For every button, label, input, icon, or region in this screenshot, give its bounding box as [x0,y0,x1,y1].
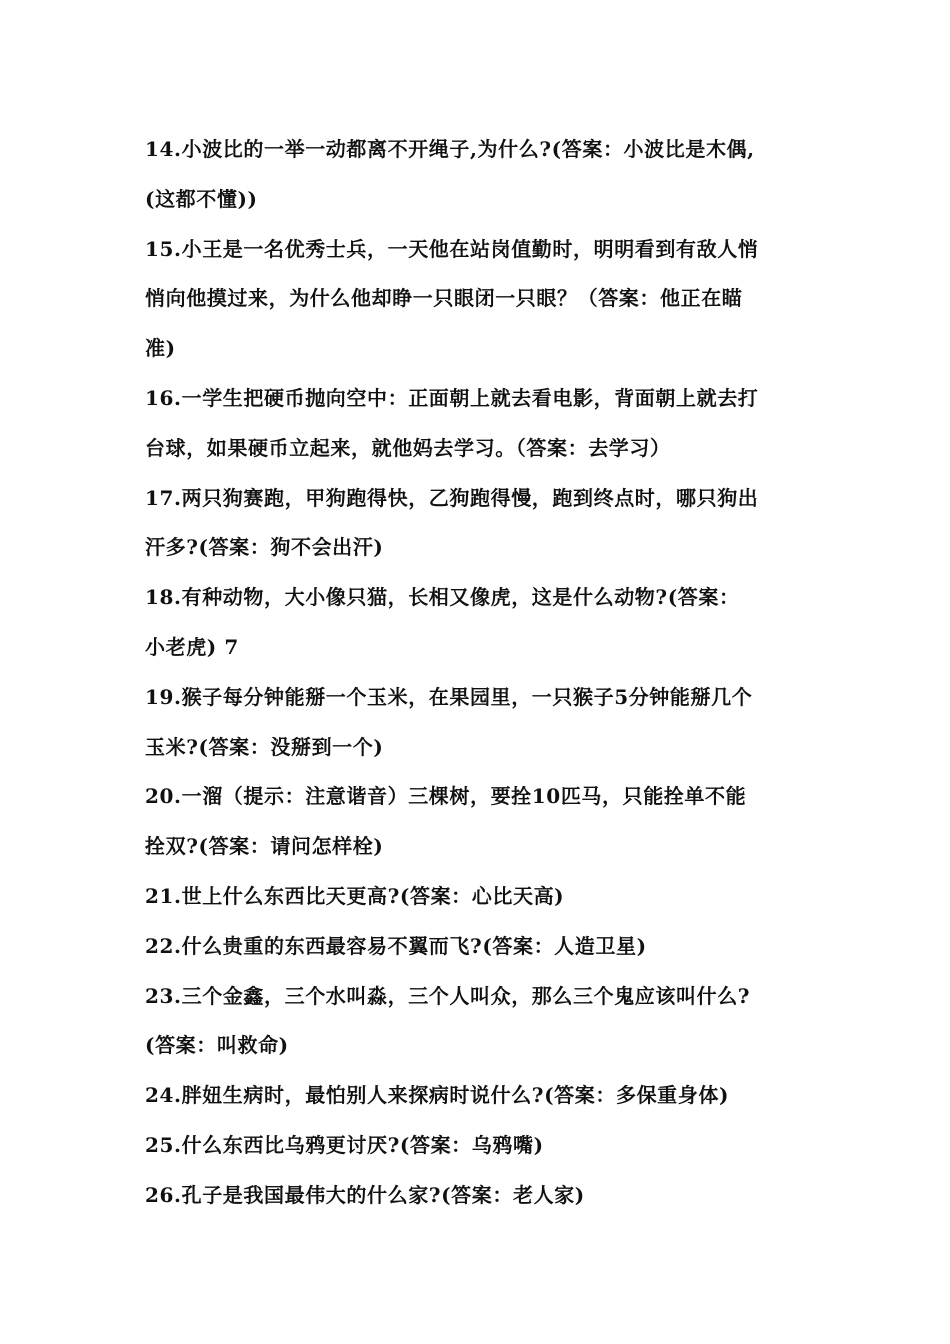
text-line: 18.有种动物，大小像只猫，长相又像虎，这是什么动物?(答案： [145,585,740,610]
text-line: 准) [145,336,176,361]
text-line: (这都不懂)) [145,186,258,211]
text-line: 26.孔子是我国最伟大的什么家?(答案：老人家) [145,1182,585,1207]
text-line: 19.猴子每分钟能掰一个玉米，在果园里，一只猴子5分钟能掰几个 [145,684,753,709]
text-line: 拴双?(答案：请问怎样栓) [145,834,384,859]
text-line: 22.什么贵重的东西最容易不翼而飞?(答案：人造卫星) [145,933,647,958]
text-line: 20.一溜（提示：注意谐音）三棵树，要拴10匹马，只能拴单不能 [145,784,747,809]
text-line: 21.世上什么东西比天更高?(答案：心比天高) [145,883,565,908]
text-line: 小老虎) 7 [145,634,239,659]
text-line: 汗多?(答案：狗不会出汗) [145,535,384,560]
text-line: 14.小波比的一举一动都离不开绳子,为什么?(答案：小波比是木偶, [145,137,755,161]
text-line: 25.什么东西比乌鸦更讨厌?(答案：乌鸦嘴) [145,1132,544,1157]
text-line: (答案：叫救命) [145,1033,289,1058]
text-line: 玉米?(答案：没掰到一个) [145,734,384,759]
text-line: 24.胖妞生病时，最怕别人来探病时说什么?(答案：多保重身体) [145,1083,730,1108]
text-line: 23.三个金鑫，三个水叫淼，三个人叫众，那么三个鬼应该叫什么? [145,983,751,1008]
text-line: 17.两只狗赛跑，甲狗跑得快，乙狗跑得慢，跑到终点时，哪只狗出 [145,485,759,510]
text-line: 悄向他摸过来，为什么他却睁一只眼闭一只眼？（答案：他正在瞄 [145,286,743,311]
text-line: 16.一学生把硬币抛向空中：正面朝上就去看电影，背面朝上就去打 [145,385,759,410]
text-line: 台球，如果硬币立起来，就他妈去学习。（答案：去学习） [145,435,671,460]
text-line: 15.小王是一名优秀士兵，一天他在站岗值勤时，明明看到有敌人悄 [145,236,759,261]
riddle-text-body [145,125,810,1221]
